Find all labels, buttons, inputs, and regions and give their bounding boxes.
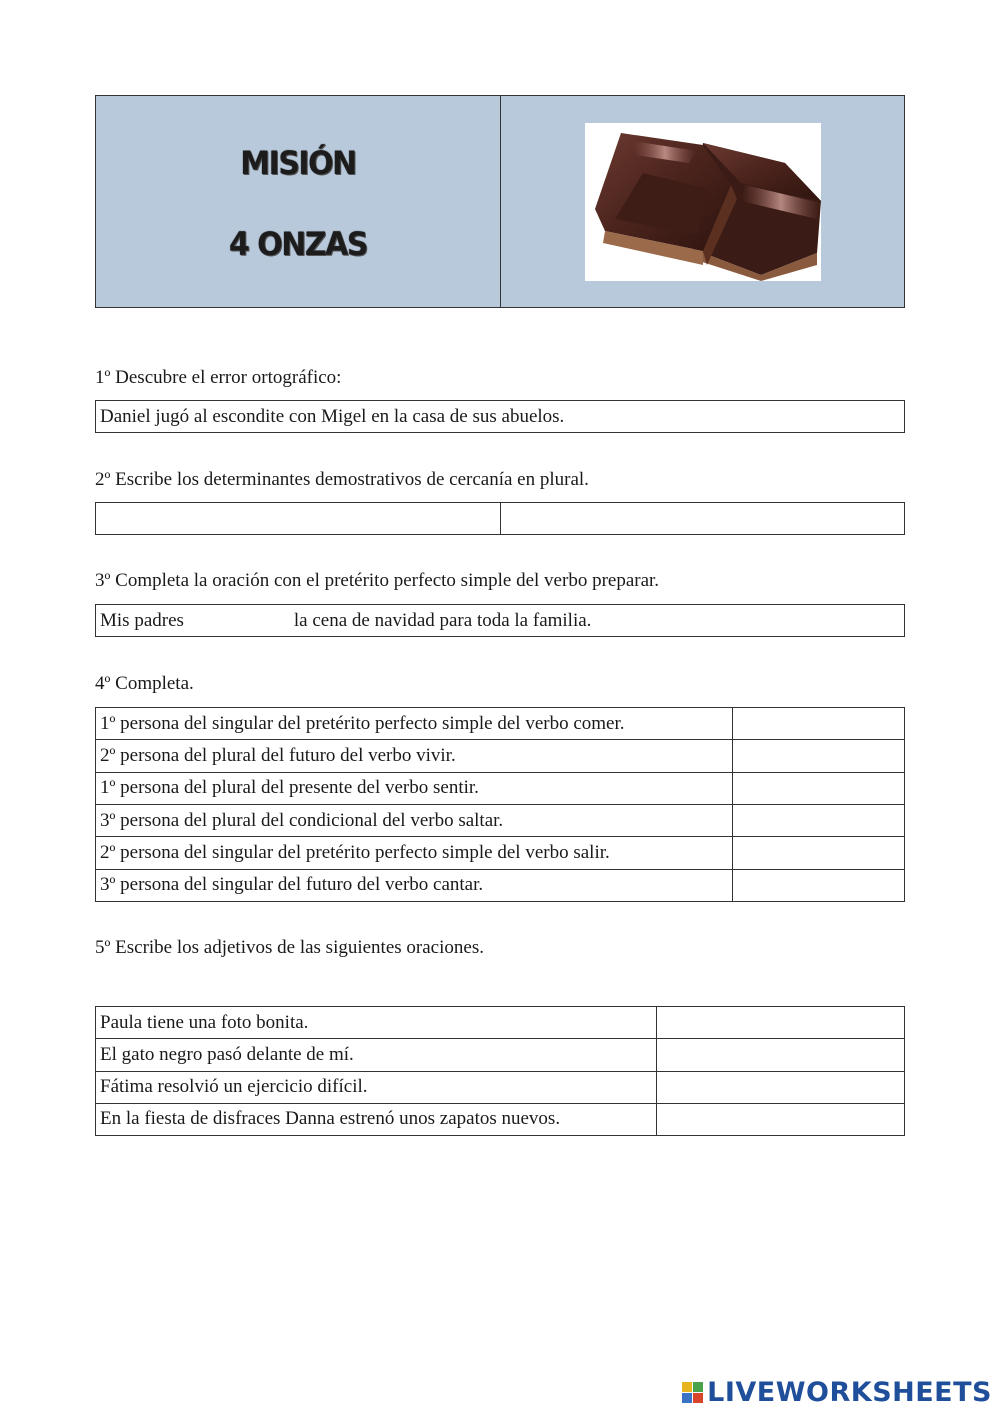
logo-block — [682, 1382, 692, 1392]
table-row — [96, 1071, 905, 1103]
question-2-answer-1[interactable] — [96, 503, 501, 535]
q5-row-answer[interactable] — [657, 1039, 905, 1071]
q4-row-answer[interactable] — [733, 708, 905, 740]
table-row — [96, 740, 905, 772]
question-1-box — [95, 400, 905, 433]
logo-block — [693, 1393, 703, 1403]
question-2-table — [95, 502, 905, 535]
question-2-answer-2[interactable] — [501, 503, 905, 535]
q4-row-answer[interactable] — [733, 837, 905, 869]
table-row — [96, 869, 905, 901]
question-2-prompt: 2º Escribe los determinantes demostrativos de cercanía en plural. — [95, 469, 589, 490]
question-5-prompt: 5º Escribe los adjetivos de las siguientes oraciones. — [95, 937, 484, 958]
question-3-sentence — [96, 605, 905, 637]
q5-row-text: Fátima resolvió un ejercicio difícil. — [96, 1071, 657, 1103]
question-4-prompt: 4º Completa. — [95, 673, 194, 694]
q4-row-answer[interactable] — [733, 772, 905, 804]
table-row — [96, 837, 905, 869]
q5-row-answer[interactable] — [657, 1007, 905, 1039]
q4-row-answer[interactable] — [733, 869, 905, 901]
q4-row-text: 3º persona del plural del condicional del verbo saltar. — [96, 804, 733, 836]
q5-row-text: En la fiesta de disfraces Danna estrenó unos zapatos nuevos. — [96, 1103, 657, 1135]
table-row — [96, 804, 905, 836]
question-4-table — [95, 707, 905, 902]
brand-name: LIVEWORKSHEETS — [707, 1377, 992, 1408]
logo-block — [682, 1393, 692, 1403]
title-mision: MISIÓN — [240, 144, 356, 182]
title-cell — [96, 96, 501, 308]
table-row — [96, 1103, 905, 1135]
q4-row-text: 2º persona del plural del futuro del verbo vivir. — [96, 740, 733, 772]
liveworksheets-logo[interactable] — [682, 1377, 992, 1408]
question-1-prompt: 1º Descubre el error ortográfico: — [95, 367, 342, 388]
question-3-box — [95, 604, 905, 637]
q4-row-answer[interactable] — [733, 804, 905, 836]
q5-row-text: Paula tiene una foto bonita. — [96, 1007, 657, 1039]
image-cell — [501, 96, 905, 308]
table-row — [96, 1007, 905, 1039]
q4-row-text: 3º persona del singular del futuro del verbo cantar. — [96, 869, 733, 901]
q5-row-text: El gato negro pasó delante de mí. — [96, 1039, 657, 1071]
table-row — [96, 708, 905, 740]
table-row — [96, 1039, 905, 1071]
q4-row-text: 1º persona del plural del presente del verbo sentir. — [96, 772, 733, 804]
question-1-sentence: Daniel jugó al escondite con Migel en la casa de sus abuelos. — [96, 401, 905, 433]
question-3-prompt: 3º Completa la oración con el pretérito perfecto simple del verbo preparar. — [95, 570, 660, 591]
question-3-before: Mis padres — [100, 609, 184, 631]
header-table — [95, 95, 905, 308]
title-onzas: 4 ONZAS — [228, 225, 367, 263]
chocolate-bar-icon — [585, 123, 821, 281]
liveworksheets-logo-icon — [682, 1382, 703, 1403]
q4-row-answer[interactable] — [733, 740, 905, 772]
q4-row-text: 2º persona del singular del pretérito perfecto simple del verbo salir. — [96, 837, 733, 869]
q5-row-answer[interactable] — [657, 1071, 905, 1103]
question-5-table — [95, 1006, 905, 1136]
q4-row-text: 1º persona del singular del pretérito perfecto simple del verbo comer. — [96, 708, 733, 740]
logo-block — [693, 1382, 703, 1392]
question-3-after: la cena de navidad para toda la familia. — [293, 609, 592, 631]
q5-row-answer[interactable] — [657, 1103, 905, 1135]
table-row — [96, 772, 905, 804]
